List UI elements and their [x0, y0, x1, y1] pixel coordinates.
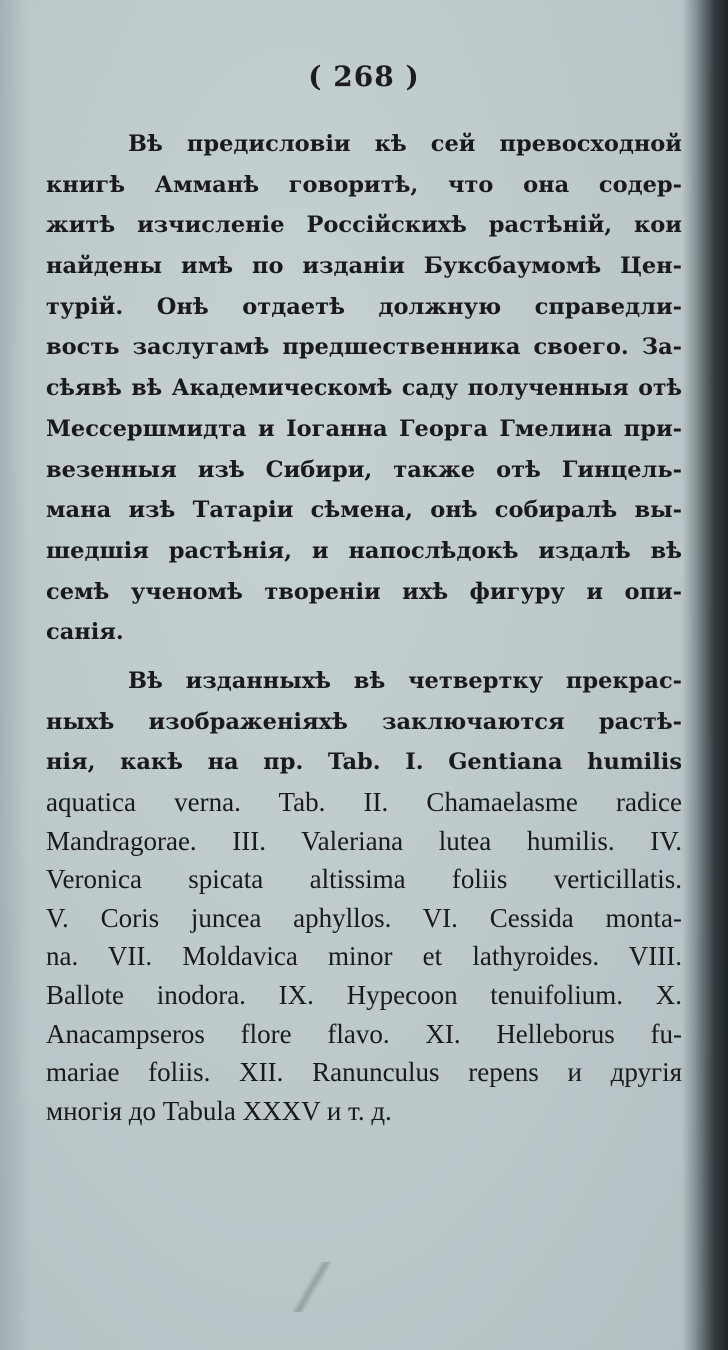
text-line: шедшія растѣнія, и напослѣдокѣ издалѣ вѣ [46, 537, 682, 564]
page-number: ( 268 ) [308, 60, 420, 93]
text-line: Ballote inodora. IX. Hypecoon tenuifolium. X. [46, 979, 682, 1010]
text-line: многія до Tabula XXXV и т. д. [46, 1095, 392, 1126]
text-line: книгѣ Амманѣ говоритѣ, что она содер- [46, 171, 682, 198]
text-line: V. Coris juncea aphyllos. VI. Cessida monta- [46, 902, 682, 933]
text-line: санія. [46, 619, 124, 646]
text-line: na. VII. Moldavica minor et lathyroides. VIII. [46, 941, 682, 972]
text-line: житѣ изчисленіе Россійскихѣ растѣній, кои [46, 212, 682, 239]
text-line: семѣ ученомѣ твореніи ихѣ фигуру и опи- [46, 578, 682, 605]
paragraph-2 [46, 661, 682, 1130]
text-line: Veronica spicata altissima foliis verticillatis. [46, 864, 682, 895]
body-text [46, 124, 682, 1130]
text-line: нія, какѣ на пр. Tab. I. Gentiana humilis [46, 749, 682, 776]
text-line: Mandragorae. III. Valeriana lutea humilis. IV. [46, 825, 682, 856]
text-line: ныхѣ изображеніяхѣ заключаются растѣ- [46, 708, 682, 735]
text-line: Anacampseros flore flavo. XI. Helleborus fu- [46, 1018, 682, 1049]
text-line: турій. Онѣ отдаетѣ должную справедли- [46, 293, 682, 320]
text-line: сѣявѣ вѣ Академическомѣ саду полученныя отѣ [46, 375, 682, 402]
text-line: мана изѣ Татаріи сѣмена, онѣ собиралѣ вы- [46, 497, 682, 524]
text-line: Мессершмидта и Іоганна Георга Гмелина при- [46, 415, 682, 442]
paper-smudge [292, 1262, 332, 1312]
text-line: Вѣ изданныхѣ вѣ четвертку прекрас- [128, 667, 682, 694]
text-line: mariae foliis. XII. Ranunculus repens и другія [46, 1057, 682, 1088]
text-line: вость заслугамѣ предшественника своего. За- [46, 334, 682, 361]
text-line: найдены имѣ по изданіи Буксбаумомѣ Цен- [46, 253, 682, 280]
page-left-shading [0, 0, 30, 1350]
text-line: везенныя изѣ Сибири, также отѣ Гинцель- [46, 456, 682, 483]
binding-shadow [682, 0, 728, 1350]
paragraph-1 [46, 124, 682, 653]
text-line: Вѣ предисловіи кѣ сей превосходной [128, 131, 682, 157]
text-line: aquatica verna. Tab. II. Chamaelasme radice [46, 787, 682, 817]
